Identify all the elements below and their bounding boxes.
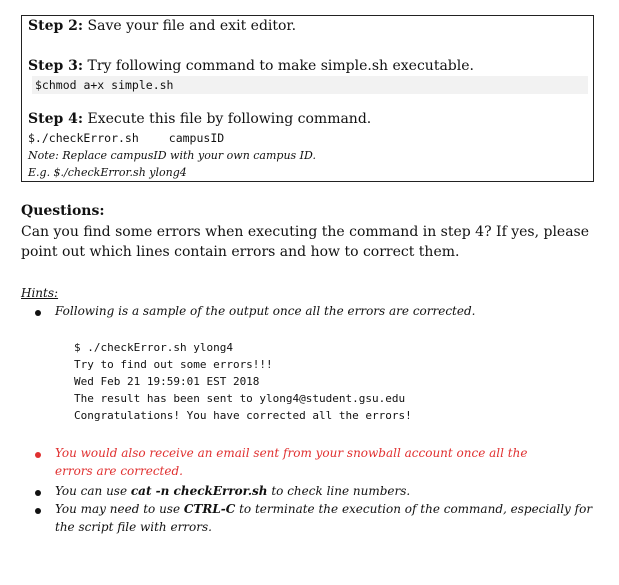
step2-text: Save your file and exit editor. [83,18,297,34]
hint-bullet-4-mid: to terminate the execution of the command, especially for [235,502,593,516]
question-line-2: point out which lines contain errors and how to correct them. [21,244,460,260]
questions-heading: Questions: [21,203,105,219]
output-line-2: Try to find out some errors!!! [74,358,273,371]
step2-label: Step 2: [28,18,84,34]
bullet-icon [35,452,41,458]
hints-heading: Hints: [21,286,59,300]
hint-bullet-4-line-2: the script file with errors. [55,520,212,534]
hint-bullet-2-line-1: You would also receive an email sent from your snowball account once all the [55,446,528,460]
hint-bullet-3-command: cat -n checkError.sh [130,484,268,498]
step3-text: Try following command to make simple.sh executable. [83,58,474,74]
chmod-command: $chmod a+x simple.sh [35,78,174,92]
hint-bullet-3 [55,484,410,498]
hint-bullet-3-post: to check line numbers. [267,484,411,498]
step2-line [28,18,296,34]
step4-text: Execute this file by following command. [83,111,372,127]
output-line-4: The result has been sent to ylong4@student.gsu.edu [74,392,406,405]
execute-command [28,131,224,145]
step4-example: E.g. $./checkError.sh ylong4 [28,166,187,179]
step4-label: Step 4: [28,111,84,127]
hint-bullet-2-line-2: errors are corrected. [55,464,183,478]
execute-command-arg: campusID [168,131,225,145]
step3-label: Step 3: [28,58,84,74]
step4-note: Note: Replace campusID with your own campus ID. [28,149,316,162]
step3-line [28,58,474,74]
bullet-icon [35,508,41,514]
output-line-1: $ ./checkError.sh ylong4 [74,341,233,354]
question-line-1: Can you find some errors when executing the command in step 4? If yes, please [21,224,590,240]
hint-bullet-3-pre: You can use [55,484,131,498]
execute-command-script: $./checkError.sh [28,131,139,145]
hint-bullet-4-key: CTRL-C [183,502,236,516]
hint-bullet-1: Following is a sample of the output once all the errors are corrected. [55,304,476,318]
bullet-icon [35,310,41,316]
hint-bullet-4-pre: You may need to use [55,502,184,516]
step4-line [28,111,371,127]
hint-bullet-4-line-1 [55,502,592,516]
bullet-icon [35,490,41,496]
instructions-box [21,15,594,182]
output-line-5: Congratulations! You have corrected all the errors! [74,409,412,422]
output-line-3: Wed Feb 21 19:59:01 EST 2018 [74,375,260,388]
